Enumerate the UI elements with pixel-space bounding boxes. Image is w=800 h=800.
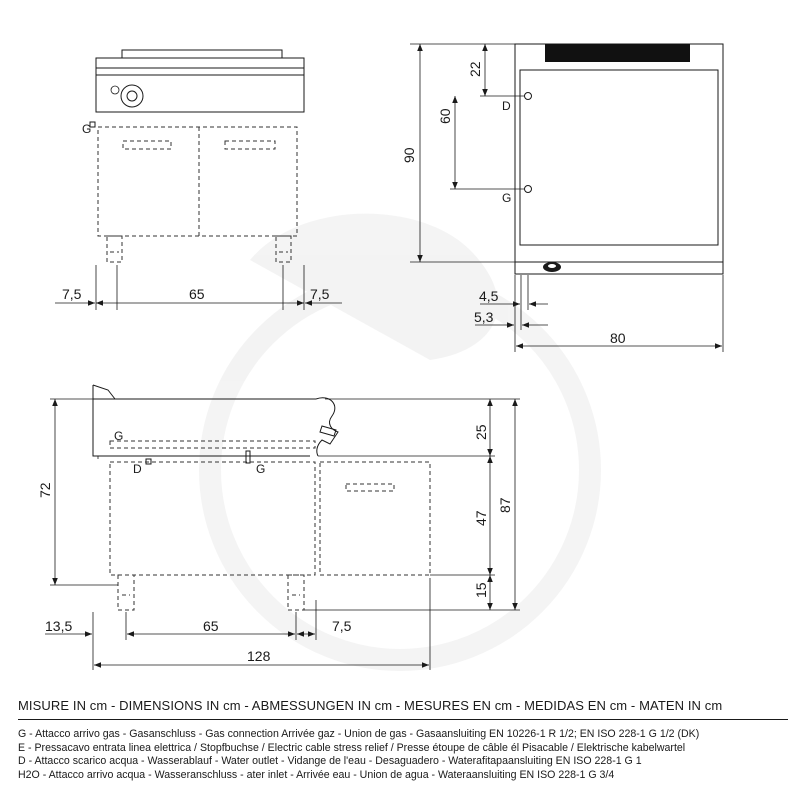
front-label-g: G [82,122,92,136]
dim-top-25: 25 [473,424,489,440]
outlet-d-marker [525,93,532,100]
side-label-g: G [502,191,512,205]
dim-top-135: 13,5 [45,618,73,634]
dim-side-45: 4,5 [479,288,499,304]
legend-row-electric: E - Pressacavo entrata linea elettrica / Stopfbuchse / Electric cable stress relief / Presse étoupe de câble él Pisacable / Elektrische kabelwartel [18,741,686,754]
gas-g-marker [525,186,532,193]
top-label-d: D [133,462,142,476]
top-label-g-left: G [114,429,124,443]
side-knob-icon [543,262,561,272]
side-top-plate [545,44,690,62]
dim-top-15: 15 [473,582,489,598]
dim-top-75: 7,5 [332,618,352,634]
watermark-logo [210,214,590,660]
dim-top-47: 47 [473,510,489,526]
legend-row-drain: D - Attacco scarico acqua - Wasserablauf - Water outlet - Vidange de l'eau - Desaguadero - Waterafitapaansluiting EN ISO 228-1 G 1 [18,755,642,767]
legend-rows [18,720,788,782]
legend-row-water: H2O - Attacco arrivo acqua - Wasseranschluss - ater inlet - Arrivée eau - Union de agua - Wateraansluiting EN ISO 228-1 G 3/4 [18,768,615,781]
top-label-g-right: G [256,462,266,476]
side-label-d: D [502,99,511,113]
legend-row-gas: G - Attacco arrivo gas - Gasanschluss - Gas connection Arrivée gaz - Union de gas - Gasaansluiting EN 10226-1 R 1/2; EN ISO 228-1 G 1/2 (DK) [18,728,700,740]
dim-front-left: 7,5 [62,286,82,302]
dim-top-128: 128 [247,648,271,664]
dim-side-60: 60 [437,108,453,124]
dim-side-53: 5,3 [474,309,494,325]
dim-front-right: 7,5 [310,286,330,302]
dim-front-middle: 65 [189,286,205,302]
burner-knob-icon [111,85,143,107]
dim-top-87: 87 [497,497,513,513]
dim-side-22: 22 [467,61,483,77]
dim-top-72: 72 [37,482,53,498]
dim-top-65: 65 [203,618,219,634]
legend [18,698,788,782]
dim-side-90: 90 [401,147,417,163]
dim-side-80: 80 [610,330,626,346]
legend-header: MISURE IN cm - DIMENSIONS IN cm - ABMESSUNGEN IN cm - MESURES EN cm - MEDIDAS EN cm - MATEN IN cm [18,698,788,720]
